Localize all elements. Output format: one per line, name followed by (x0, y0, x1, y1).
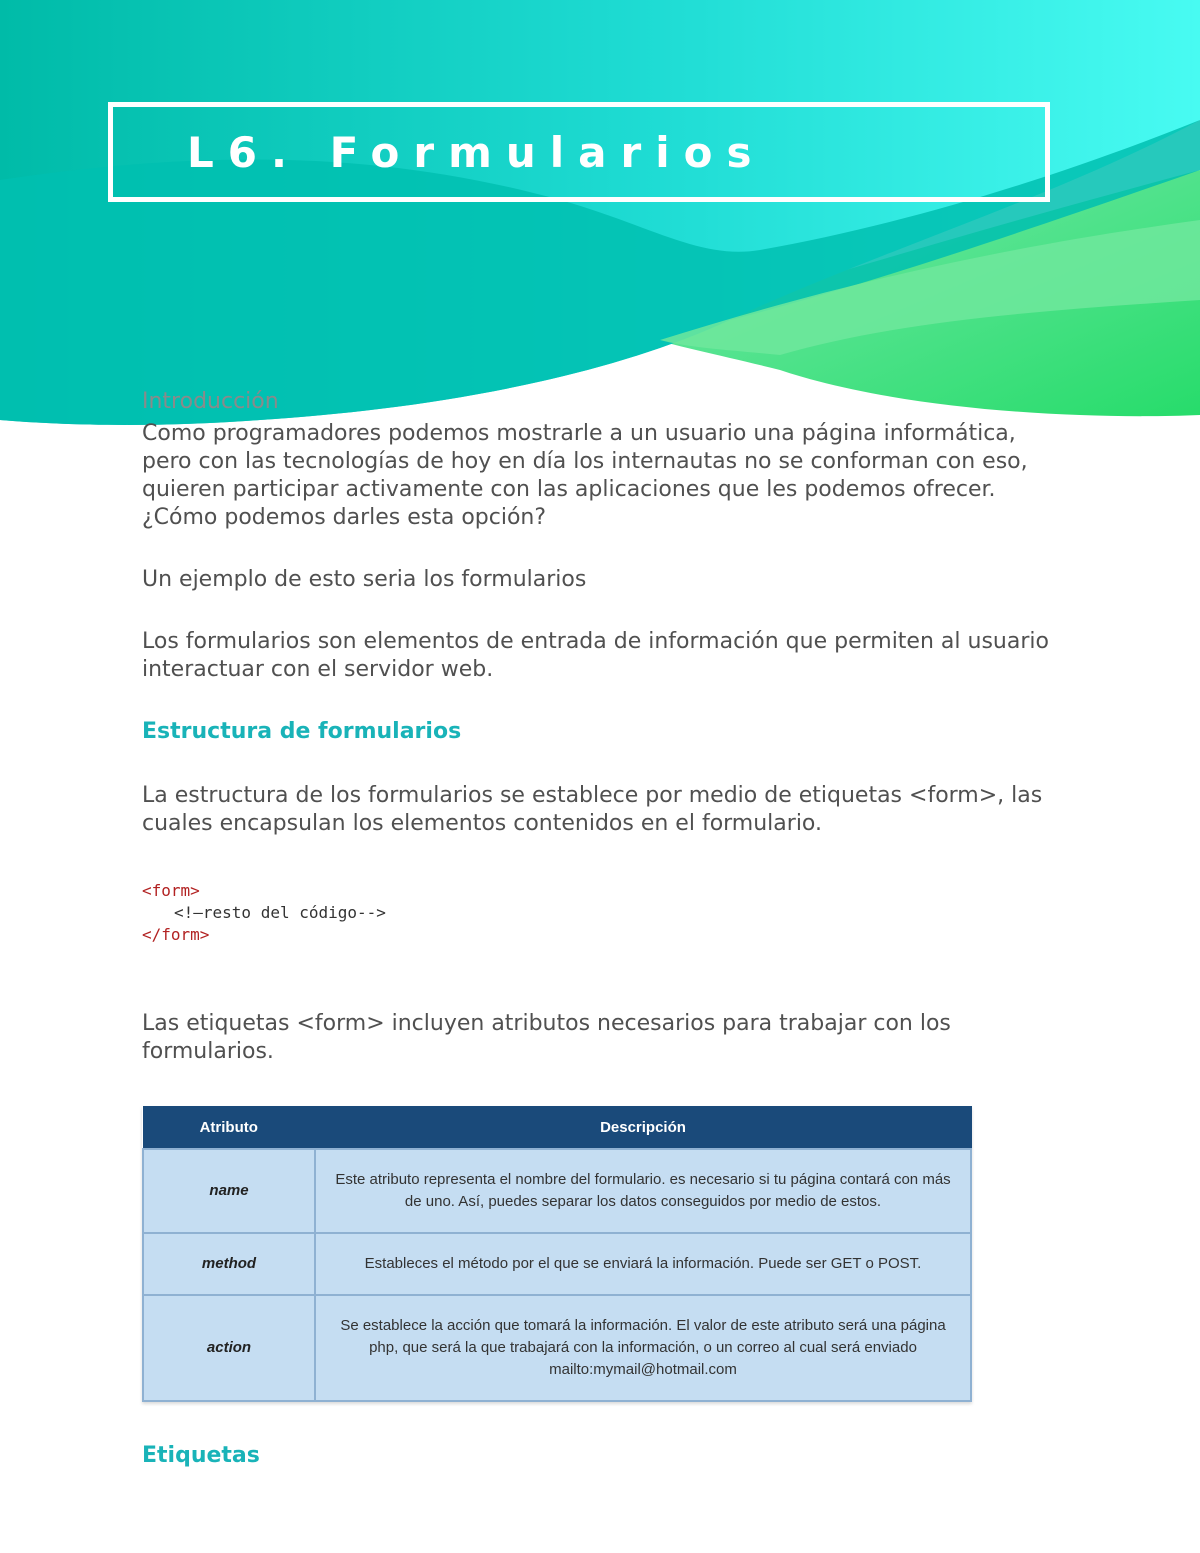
structure-paragraph: La estructura de los formularios se establece por medio de etiquetas <form>, las cuales encapsulan los elementos contenidos en el formulario. (142, 783, 1043, 836)
example-paragraph: Un ejemplo de esto seria los formularios (142, 567, 587, 592)
definition-paragraph: Los formularios son elementos de entrada de información que permiten al usuario interactuar con el servidor web. (142, 629, 1049, 682)
code-open-tag: <form> (142, 881, 200, 900)
code-block (142, 880, 1062, 946)
table-header-description: Descripción (315, 1106, 971, 1149)
attribute-description: Se establece la acción que tomará la información. El valor de este atributo será una página php, que será la que trabajará con la información, o un correo al cual será enviado mailto:mymail@hotmail.com (315, 1295, 971, 1401)
table-row (143, 1149, 971, 1233)
intro-heading: Introducción (142, 389, 279, 414)
code-comment: <!—resto del código--> (174, 903, 386, 922)
page-title: L6. Formularios (187, 127, 766, 177)
table-row (143, 1295, 971, 1401)
title-box (108, 102, 1050, 202)
table-header-row (143, 1106, 971, 1149)
attribute-name: method (143, 1233, 315, 1295)
code-close-tag: </form> (142, 925, 210, 944)
attribute-description: Este atributo representa el nombre del formulario. es necesario si tu página contará con más de uno. Así, puedes separar los datos conseguidos por medio de estos. (315, 1149, 971, 1233)
document-content (142, 388, 1062, 1470)
section-heading-structure: Estructura de formularios (142, 719, 462, 744)
section-heading-etiquetas: Etiquetas (142, 1443, 260, 1468)
intro-paragraph: Como programadores podemos mostrarle a un usuario una página informática, pero con las tecnologías de hoy en día los internautas no se conforman con eso, quieren participar activamente con las aplicaciones que les podemos ofrecer. ¿Cómo podemos darles esta opción? (142, 421, 1028, 530)
attributes-paragraph: Las etiquetas <form> incluyen atributos necesarios para trabajar con los formularios. (142, 1011, 951, 1064)
attribute-name: action (143, 1295, 315, 1401)
table-header-attribute: Atributo (143, 1106, 315, 1149)
attributes-table (142, 1106, 972, 1402)
attribute-description: Estableces el método por el que se enviará la información. Puede ser GET o POST. (315, 1233, 971, 1295)
table-row (143, 1233, 971, 1295)
attribute-name: name (143, 1149, 315, 1233)
